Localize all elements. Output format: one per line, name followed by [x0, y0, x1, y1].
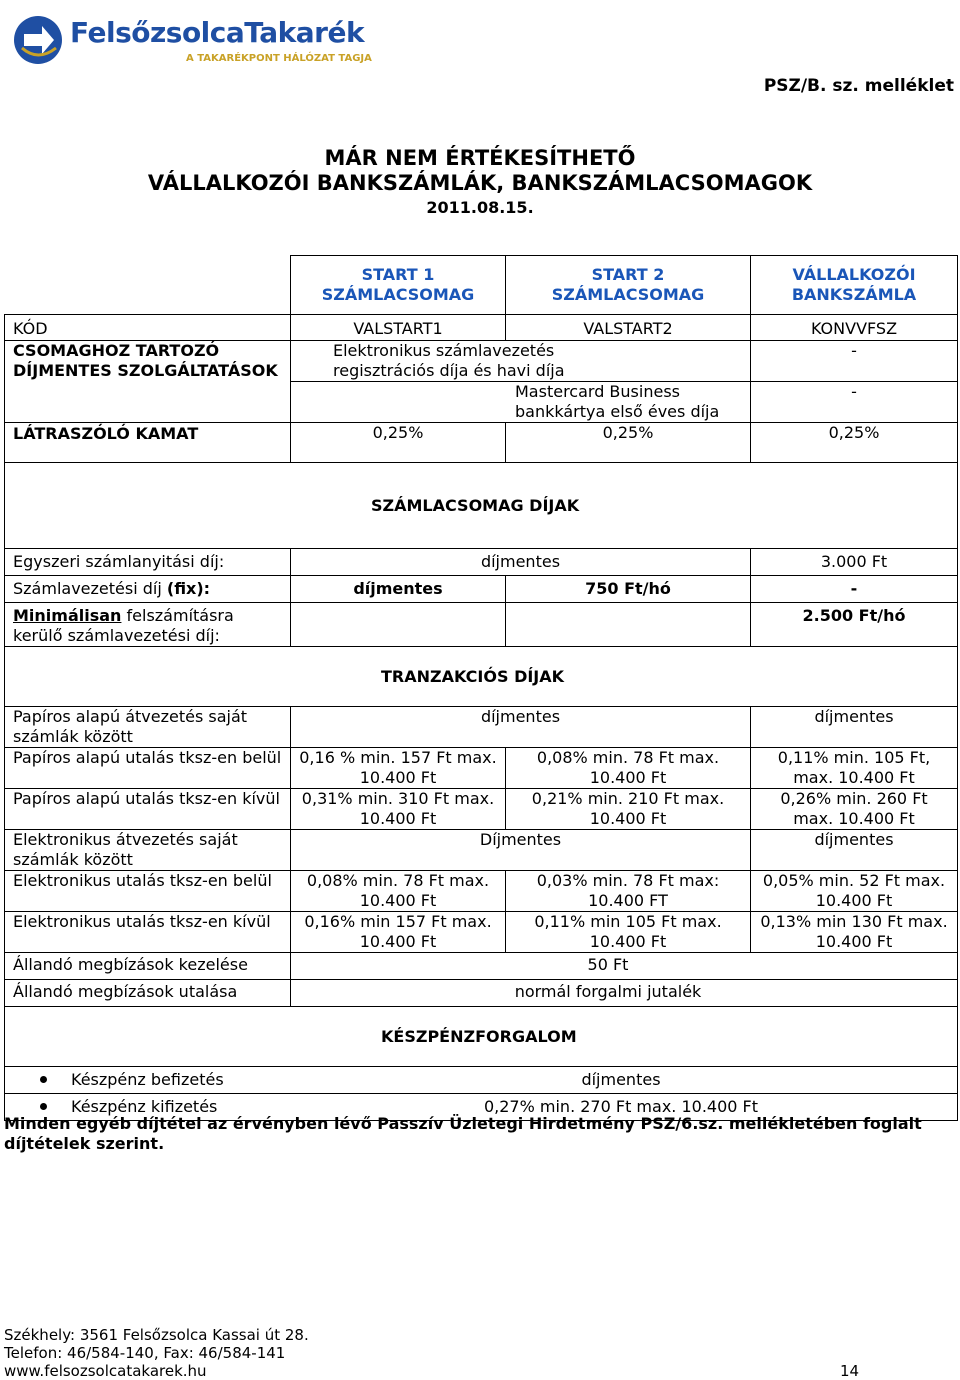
tx-start: díjmentes [291, 707, 751, 748]
tx-row [5, 830, 958, 871]
tx-label: Papíros alapú utalás tksz-en belül [5, 748, 291, 789]
kod-row [5, 315, 958, 341]
bank-arrow-logo-icon [12, 14, 64, 66]
opening-fee-start: díjmentes [291, 549, 751, 576]
fixed-fee-vallalkozoi: - [751, 576, 958, 603]
title-line-1: MÁR NEM ÉRTÉKESÍTHETŐ [324, 146, 636, 170]
document-title [0, 146, 960, 196]
tx-start1: 0,08% min. 78 Ft max. 10.400 Ft [291, 871, 506, 912]
package-fees-heading: SZÁMLACSOMAG DÍJAK [5, 463, 958, 549]
tx-start2: 0,21% min. 210 Ft max. 10.400 Ft [506, 789, 751, 830]
tx-row [5, 871, 958, 912]
tx-vallalkozoi: 0,11% min. 105 Ft, max. 10.400 Ft [751, 748, 958, 789]
tx-row [5, 789, 958, 830]
cash-label: Készpénz befizetés [71, 1070, 224, 1089]
tx-start2: 0,03% min. 78 Ft max: 10.400 FT [506, 871, 751, 912]
minimum-fee-start2 [506, 603, 751, 647]
tx-vallalkozoi: 0,26% min. 260 Ft max. 10.400 Ft [751, 789, 958, 830]
tx-start1: 0,16 % min. 157 Ft max. 10.400 Ft [291, 748, 506, 789]
tx-vallalkozoi: 0,05% min. 52 Ft max. 10.400 Ft [751, 871, 958, 912]
kod-start1: VALSTART1 [291, 315, 506, 341]
tx-label: Papíros alapú átvezetés saját számlák között [5, 707, 291, 748]
fee-table [4, 255, 958, 1121]
logo-tagline: A TAKARÉKPONT HÁLÓZAT TAGJA [186, 53, 372, 64]
minimum-fee-vallalkozoi: 2.500 Ft/hó [751, 603, 958, 647]
tx-row [5, 912, 958, 953]
tx-all: normál forgalmi jutalék [291, 980, 958, 1007]
tx-start2: 0,11% min 105 Ft max. 10.400 Ft [506, 912, 751, 953]
kod-start2: VALSTART2 [506, 315, 751, 341]
logo-wordmark [70, 16, 364, 49]
cash-label: Készpénz kifizetés [71, 1097, 218, 1116]
services-electronic: Elektronikus számlavezetés regisztrációs díja és havi díja [291, 341, 751, 382]
bank-logo [2, 2, 372, 76]
tx-row [5, 748, 958, 789]
header-empty-cell [5, 256, 291, 315]
minimum-fee-start1 [291, 603, 506, 647]
services-electronic-vallalkozoi: - [751, 341, 958, 382]
footer-phone: Telefon: 46/584-140, Fax: 46/584-141 [4, 1344, 286, 1362]
cash-section-row [5, 1007, 958, 1067]
transactions-section-row [5, 647, 958, 707]
latraszolo-row [5, 423, 958, 463]
tx-vallalkozoi: díjmentes [751, 707, 958, 748]
opening-fee-vallalkozoi: 3.000 Ft [751, 549, 958, 576]
header-start2: START 2 SZÁMLACSOMAG [506, 256, 751, 315]
tx-start2: 0,08% min. 78 Ft max. 10.400 Ft [506, 748, 751, 789]
tx-vallalkozoi: díjmentes [751, 830, 958, 871]
tx-label: Papíros alapú utalás tksz-en kívül [5, 789, 291, 830]
header-row [5, 256, 958, 315]
attachment-label: PSZ/B. sz. melléklet [763, 76, 954, 96]
tx-label: Elektronikus utalás tksz-en belül [5, 871, 291, 912]
tx-label: Állandó megbízások utalása [5, 980, 291, 1007]
fixed-fee-row [5, 576, 958, 603]
tx-row [5, 953, 958, 980]
tx-start1: 0,31% min. 310 Ft max. 10.400 Ft [291, 789, 506, 830]
tx-label: Elektronikus utalás tksz-en kívül [5, 912, 291, 953]
tx-row [5, 980, 958, 1007]
cash-heading: KÉSZPÉNZFORGALOM [5, 1007, 958, 1067]
header-vallalkozoi: VÁLLALKOZÓI BANKSZÁMLA [751, 256, 958, 315]
latraszolo-start2: 0,25% [506, 423, 751, 463]
fixed-fee-start2: 750 Ft/hó [506, 576, 751, 603]
cash-value: 0,27% min. 270 Ft max. 10.400 Ft [483, 1097, 759, 1116]
tx-vallalkozoi: 0,13% min 130 Ft max. 10.400 Ft [751, 912, 958, 953]
cash-value: díjmentes [581, 1070, 661, 1089]
footer-address: Székhely: 3561 Felsőzsolca Kassai út 28. [4, 1326, 309, 1344]
cash-deposit [5, 1067, 958, 1094]
tx-start1: 0,16% min 157 Ft max. 10.400 Ft [291, 912, 506, 953]
tx-label: Elektronikus átvezetés saját számlák között [5, 830, 291, 871]
minimum-fee-label: Minimálisan felszámításra kerülő számlavezetési díj: [5, 603, 291, 647]
minimum-fee-row [5, 603, 958, 647]
tx-row [5, 707, 958, 748]
page-number: 14 [840, 1362, 860, 1380]
services-card-vallalkozoi: - [751, 382, 958, 423]
services-card: Mastercard Business bankkártya első éves díja [291, 382, 751, 423]
latraszolo-start1: 0,25% [291, 423, 506, 463]
title-line-2: VÁLLALKOZÓI BANKSZÁMLÁK, BANKSZÁMLACSOMAGOK [147, 171, 813, 195]
tx-label: Állandó megbízások kezelése [5, 953, 291, 980]
footer-web: www.felsozsolcatakarek.hu [4, 1362, 207, 1380]
tx-start: Díjmentes [291, 830, 751, 871]
services-label: CSOMAGHOZ TARTOZÓ DÍJMENTES SZOLGÁLTATÁSOK [5, 341, 291, 423]
header-start1: START 1 SZÁMLACSOMAG [291, 256, 506, 315]
opening-fee-label: Egyszeri számlanyitási díj: [5, 549, 291, 576]
logo-wordmark-text: FelsőzsolcaTakarék [70, 16, 365, 49]
bullet-icon [40, 1076, 47, 1083]
latraszolo-label: LÁTRASZÓLÓ KAMAT [5, 423, 291, 463]
kod-vallalkozoi: KONVVFSZ [751, 315, 958, 341]
transactions-heading: TRANZAKCIÓS DÍJAK [5, 647, 958, 707]
document-date: 2011.08.15. [426, 198, 534, 217]
footnote: Minden egyéb díjtétel az érvényben lévő Passzív Üzletegi Hirdetmény PSZ/6.sz. mellékletében foglalt díjtételek szerint. [4, 1114, 922, 1153]
tx-all: 50 Ft [291, 953, 958, 980]
fixed-fee-start1: díjmentes [291, 576, 506, 603]
kod-label: KÓD [5, 315, 291, 341]
bullet-icon [40, 1103, 47, 1110]
fixed-fee-label: Számlavezetési díj (fix): [5, 576, 291, 603]
package-fees-section-row [5, 463, 958, 549]
opening-fee-row [5, 549, 958, 576]
latraszolo-vallalkozoi: 0,25% [751, 423, 958, 463]
page-footer [4, 1326, 309, 1380]
services-row-1 [5, 341, 958, 382]
cash-row [5, 1067, 958, 1094]
